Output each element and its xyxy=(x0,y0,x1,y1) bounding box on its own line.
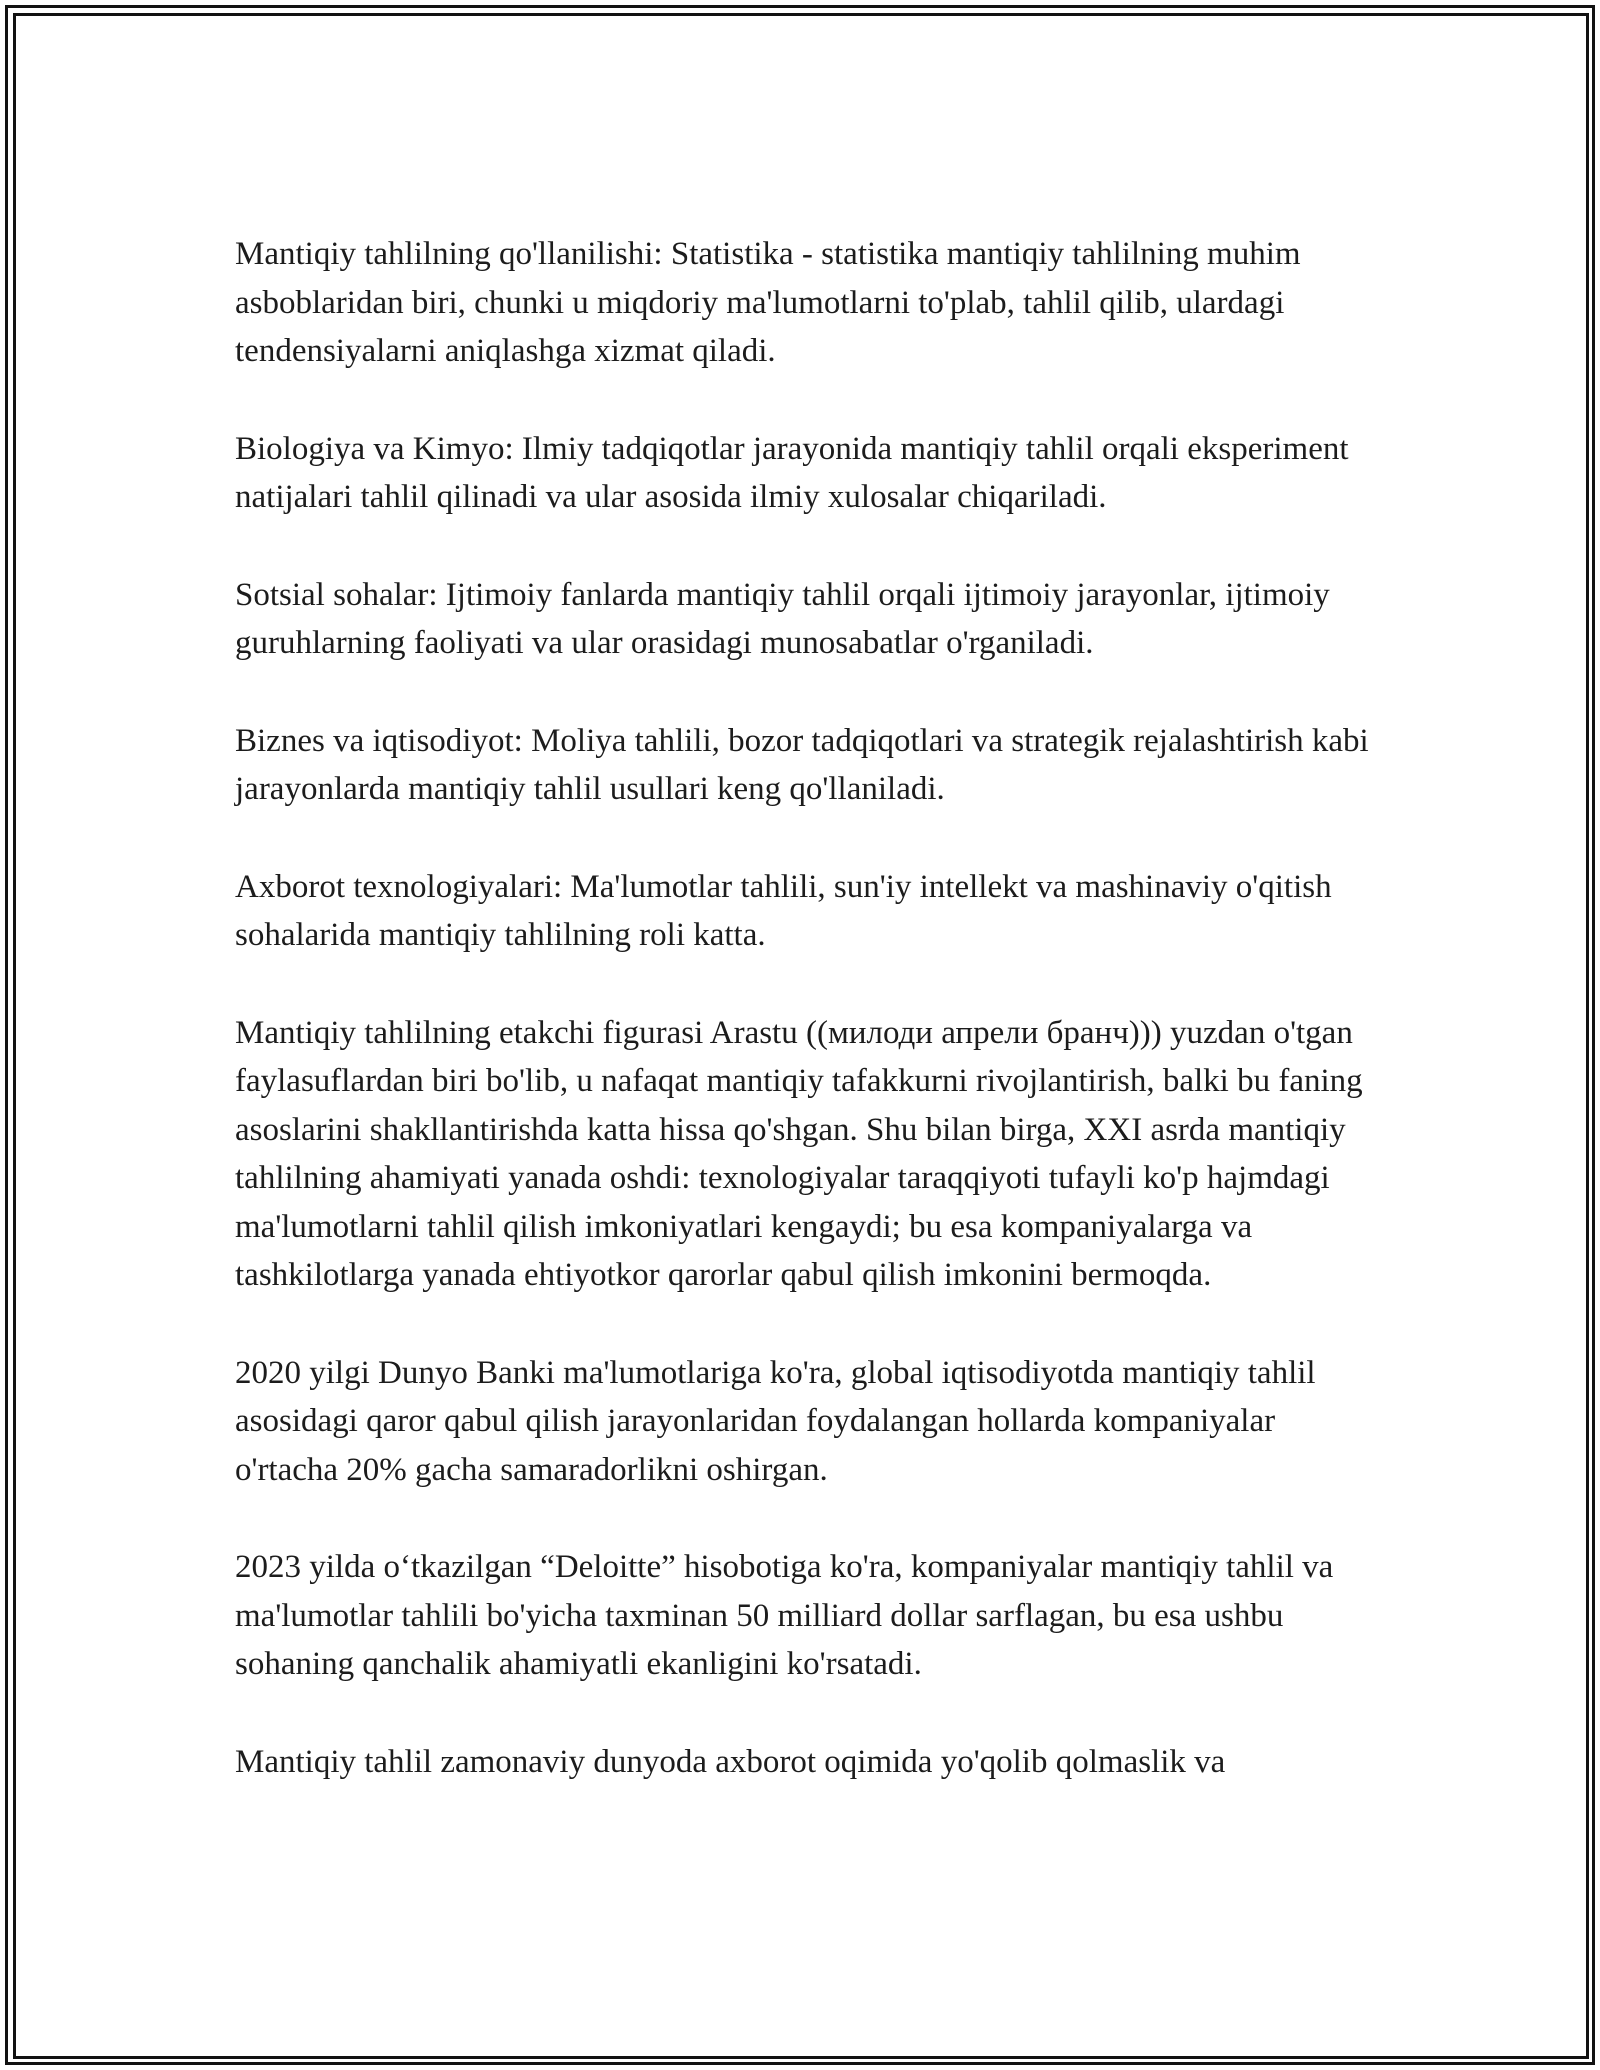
paragraph-biology-chemistry: Biologiya va Kimyo: Ilmiy tadqiqotlar jarayonida mantiqiy tahlil orqali eksperiment natijalari tahlil qilinadi va ular asosida ilmiy xulosalar chiqariladi. xyxy=(235,430,1349,515)
paragraph-deloitte-2023: 2023 yilda oʻtkazilgan “Deloitte” hisobotiga ko'ra, kompaniyalar mantiqiy tahlil va ma'lumotlar tahlili bo'yicha taxminan 50 milliard dollar sarflagan, bu esa ushbu sohaning qanchalik ahamiyatli ekanligini ko'rsatadi. xyxy=(235,1549,1334,1682)
paragraph-world-bank-2020: 2020 yilgi Dunyo Banki ma'lumotlariga ko'ra, global iqtisodiyotda mantiqiy tahlil asosidagi qaror qabul qilish jarayonlaridan foydalangan hollarda kompaniyalar o'rtacha 20% gacha samaradorlikni oshirgan. xyxy=(235,1354,1316,1488)
paragraph-applications-statistics: Mantiqiy tahlilning qo'llanilishi: Statistika - statistika mantiqiy tahlilning muhim asboblaridan biri, chunki u miqdoriy ma'lumotlarni to'plab, tahlil qilib, ulardagi tendensiyalarni aniqlashga xizmat qiladi. xyxy=(235,236,1301,369)
document-body xyxy=(235,230,1385,1786)
paragraph-information-technology: Axborot texnologiyalari: Ma'lumotlar tahlili, sun'iy intellekt va mashinaviy o'qitish sohalarida mantiqiy tahlilning roli katta. xyxy=(235,868,1332,953)
paragraph-business-economy: Biznes va iqtisodiyot: Moliya tahlili, bozor tadqiqotlari va strategik rejalashtirish kabi jarayonlarda mantiqiy tahlil usullari keng qo'llaniladi. xyxy=(235,722,1369,807)
paragraph-arastu-history: Mantiqiy tahlilning etakchi figurasi Arastu ((милоди апрели бранч))) yuzdan o'tgan faylasuflardan biri bo'lib, u nafaqat mantiqiy tafakkurni rivojlantirish, balki bu faning asoslarini shakllantirishda katta hissa qo'shgan. Shu bilan birga, XXI asrda mantiqiy tahlilning ahamiyati yanada oshdi: texnologiyalar taraqqiyoti tufayli ko'p hajmdagi ma'lumotlarni tahlil qilish imkoniyatlari kengaydi; bu esa kompaniyalarga va tashkilotlarga yanada ehtiyotkor qarorlar qabul qilish imkonini bermoqda. xyxy=(235,1014,1363,1293)
paragraph-social-fields: Sotsial sohalar: Ijtimoiy fanlarda mantiqiy tahlil orqali ijtimoiy jarayonlar, ijtimoiy guruhlarning faoliyati va ular orasidagi munosabatlar o'rganiladi. xyxy=(235,576,1330,661)
paragraph-conclusion-start: Mantiqiy tahlil zamonaviy dunyoda axborot oqimida yo'qolib qolmaslik va xyxy=(235,1743,1226,1780)
